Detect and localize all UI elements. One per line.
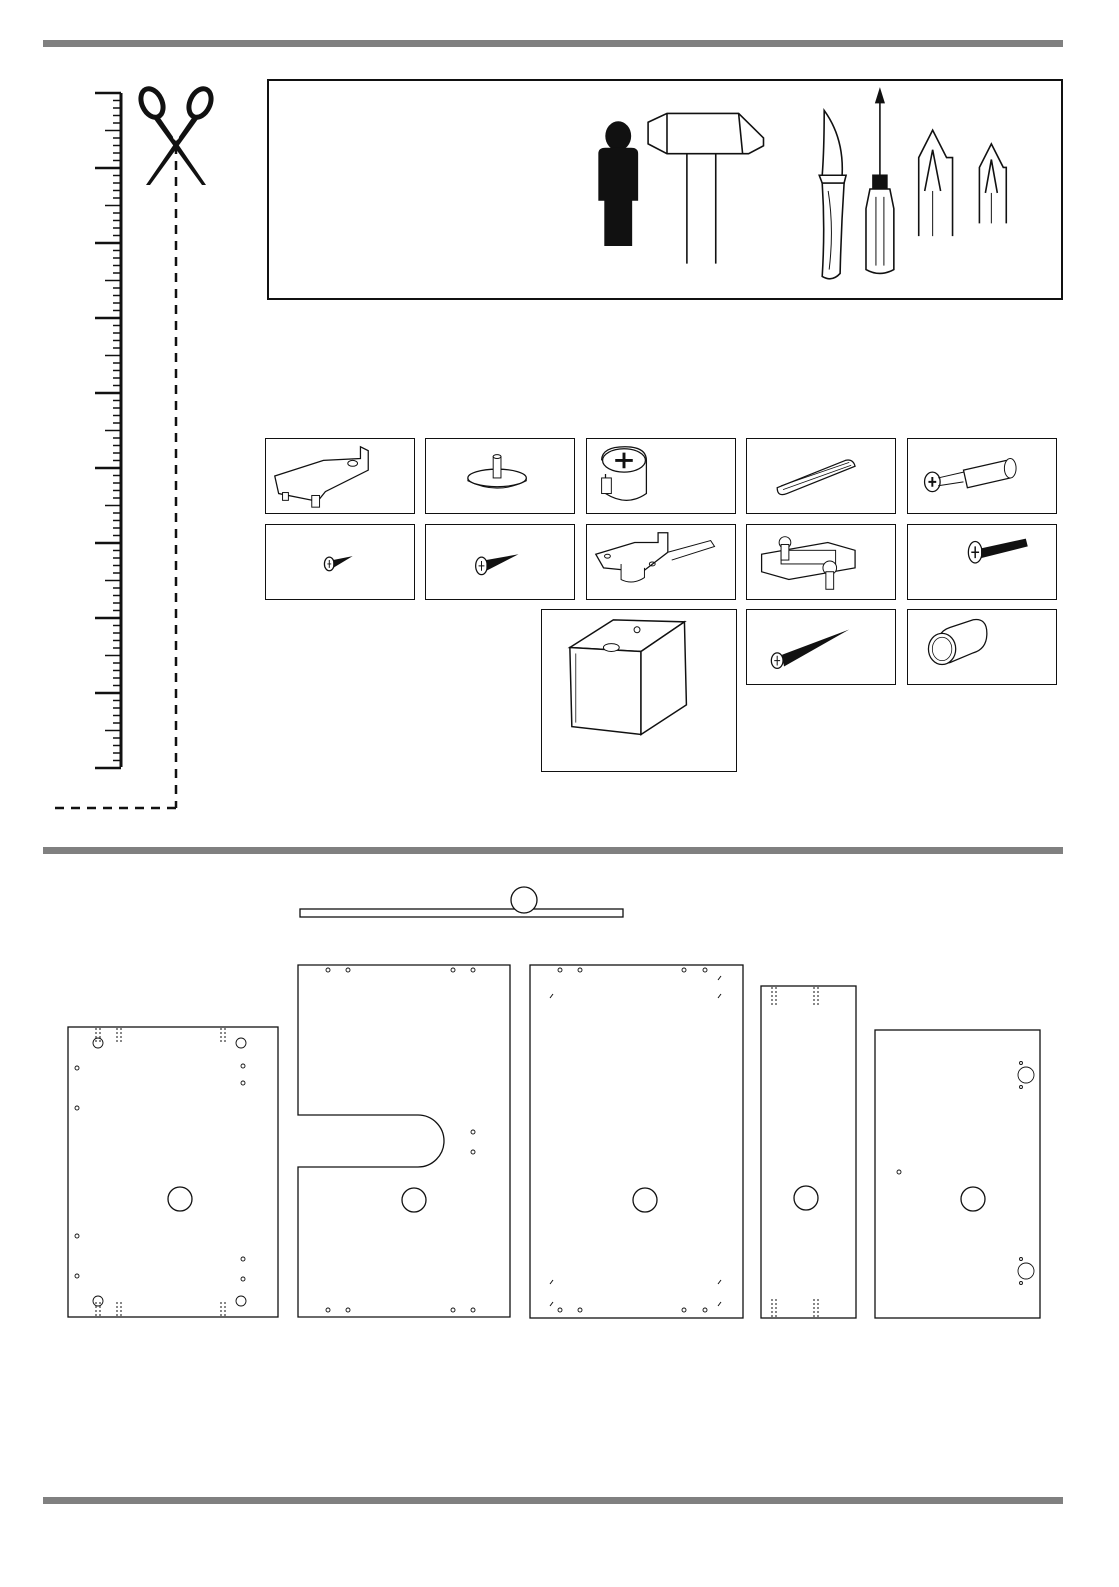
hardware-connector-bolt xyxy=(907,438,1057,514)
hardware-medium-screw xyxy=(425,524,575,600)
left-side-panel xyxy=(67,1026,280,1320)
wooden-dowel-icon xyxy=(747,439,895,513)
hardware-glide-pin xyxy=(425,438,575,514)
hardware-long-screw xyxy=(746,609,896,685)
hammer-icon xyxy=(648,113,763,263)
hardware-bumper-pad xyxy=(907,609,1057,685)
phillips-bit-small-icon xyxy=(979,144,1006,224)
medium-screw-icon xyxy=(426,525,574,599)
hardware-hinge-cup xyxy=(586,524,736,600)
connector-bolt-icon xyxy=(908,439,1056,513)
machine-screw-icon xyxy=(908,525,1056,599)
hardware-cube-foot xyxy=(541,609,737,772)
top-rule xyxy=(43,40,1063,47)
hardware-small-screw xyxy=(265,524,415,600)
back-panel xyxy=(529,964,745,1320)
door-panel xyxy=(874,1029,1042,1320)
glide-pin-icon xyxy=(426,439,574,513)
hardware-hinge-mounting-plate xyxy=(746,524,896,600)
narrow-divider-panel xyxy=(760,985,858,1320)
knife-icon xyxy=(819,110,846,278)
phillips-bit-large-icon xyxy=(919,130,953,236)
hardware-shelf-support-clip xyxy=(265,438,415,514)
hardware-machine-screw xyxy=(907,524,1057,600)
cube-foot-icon xyxy=(542,610,736,771)
required-tools-box xyxy=(267,79,1063,300)
bumper-pad-icon xyxy=(908,610,1056,684)
shelf-support-clip-icon xyxy=(266,439,414,513)
cam-lock-icon xyxy=(587,439,735,513)
hinge-mounting-plate-icon xyxy=(747,525,895,599)
small-screw-icon xyxy=(266,525,414,599)
person-icon xyxy=(598,121,638,246)
shelf-board xyxy=(299,885,625,920)
hardware-wooden-dowel xyxy=(746,438,896,514)
scissors-icon xyxy=(136,85,218,187)
middle-rule xyxy=(43,847,1063,854)
cutout-panel xyxy=(297,964,513,1320)
bottom-rule xyxy=(43,1497,1063,1504)
hinge-cup-icon xyxy=(587,525,735,599)
hardware-cam-lock xyxy=(586,438,736,514)
long-screw-icon xyxy=(747,610,895,684)
screwdriver-icon xyxy=(866,90,894,274)
